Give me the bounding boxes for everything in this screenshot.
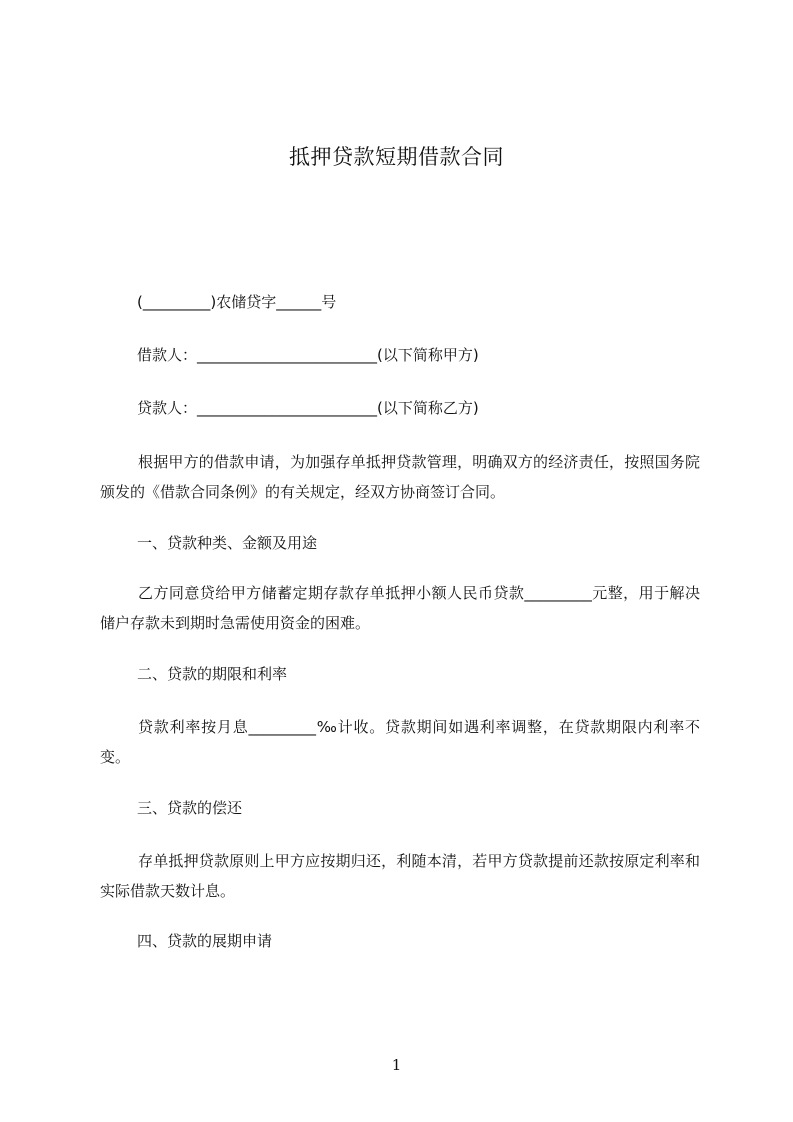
- page-number: 1: [391, 1056, 402, 1074]
- lender-line: 贷款人：________________________(以下简称乙方): [137, 399, 479, 417]
- section-body-1: 乙方同意贷给甲方储蓄定期存款存单抵押小额人民币贷款_________元整，用于解决储户存款未到期时急需使用资金的困难。: [100, 584, 700, 632]
- section-heading-4: 四、贷款的展期申请: [137, 932, 273, 950]
- contract-number-line: (_________)农储贷字______号: [137, 293, 337, 311]
- section-heading-3: 三、贷款的偿还: [137, 799, 243, 817]
- section-body-3: 存单抵押贷款原则上甲方应按期归还，利随本清，若甲方贷款提前还款按原定利率和实际借款天数计息。: [100, 852, 700, 900]
- document-title: 抵押贷款短期借款合同: [289, 145, 504, 169]
- intro-paragraph: 根据甲方的借款申请，为加强存单抵押贷款管理，明确双方的经济责任，按照国务院颁发的《借款合同条例》的有关规定，经双方协商签订合同。: [100, 453, 700, 501]
- section-heading-1: 一、贷款种类、金额及用途: [137, 534, 318, 552]
- section-heading-2: 二、贷款的期限和利率: [137, 665, 288, 683]
- borrower-line: 借款人：________________________(以下简称甲方): [137, 346, 479, 364]
- section-body-2: 贷款利率按月息_________‰计收。贷款期间如遇利率调整，在贷款期限内利率不变。: [100, 718, 700, 766]
